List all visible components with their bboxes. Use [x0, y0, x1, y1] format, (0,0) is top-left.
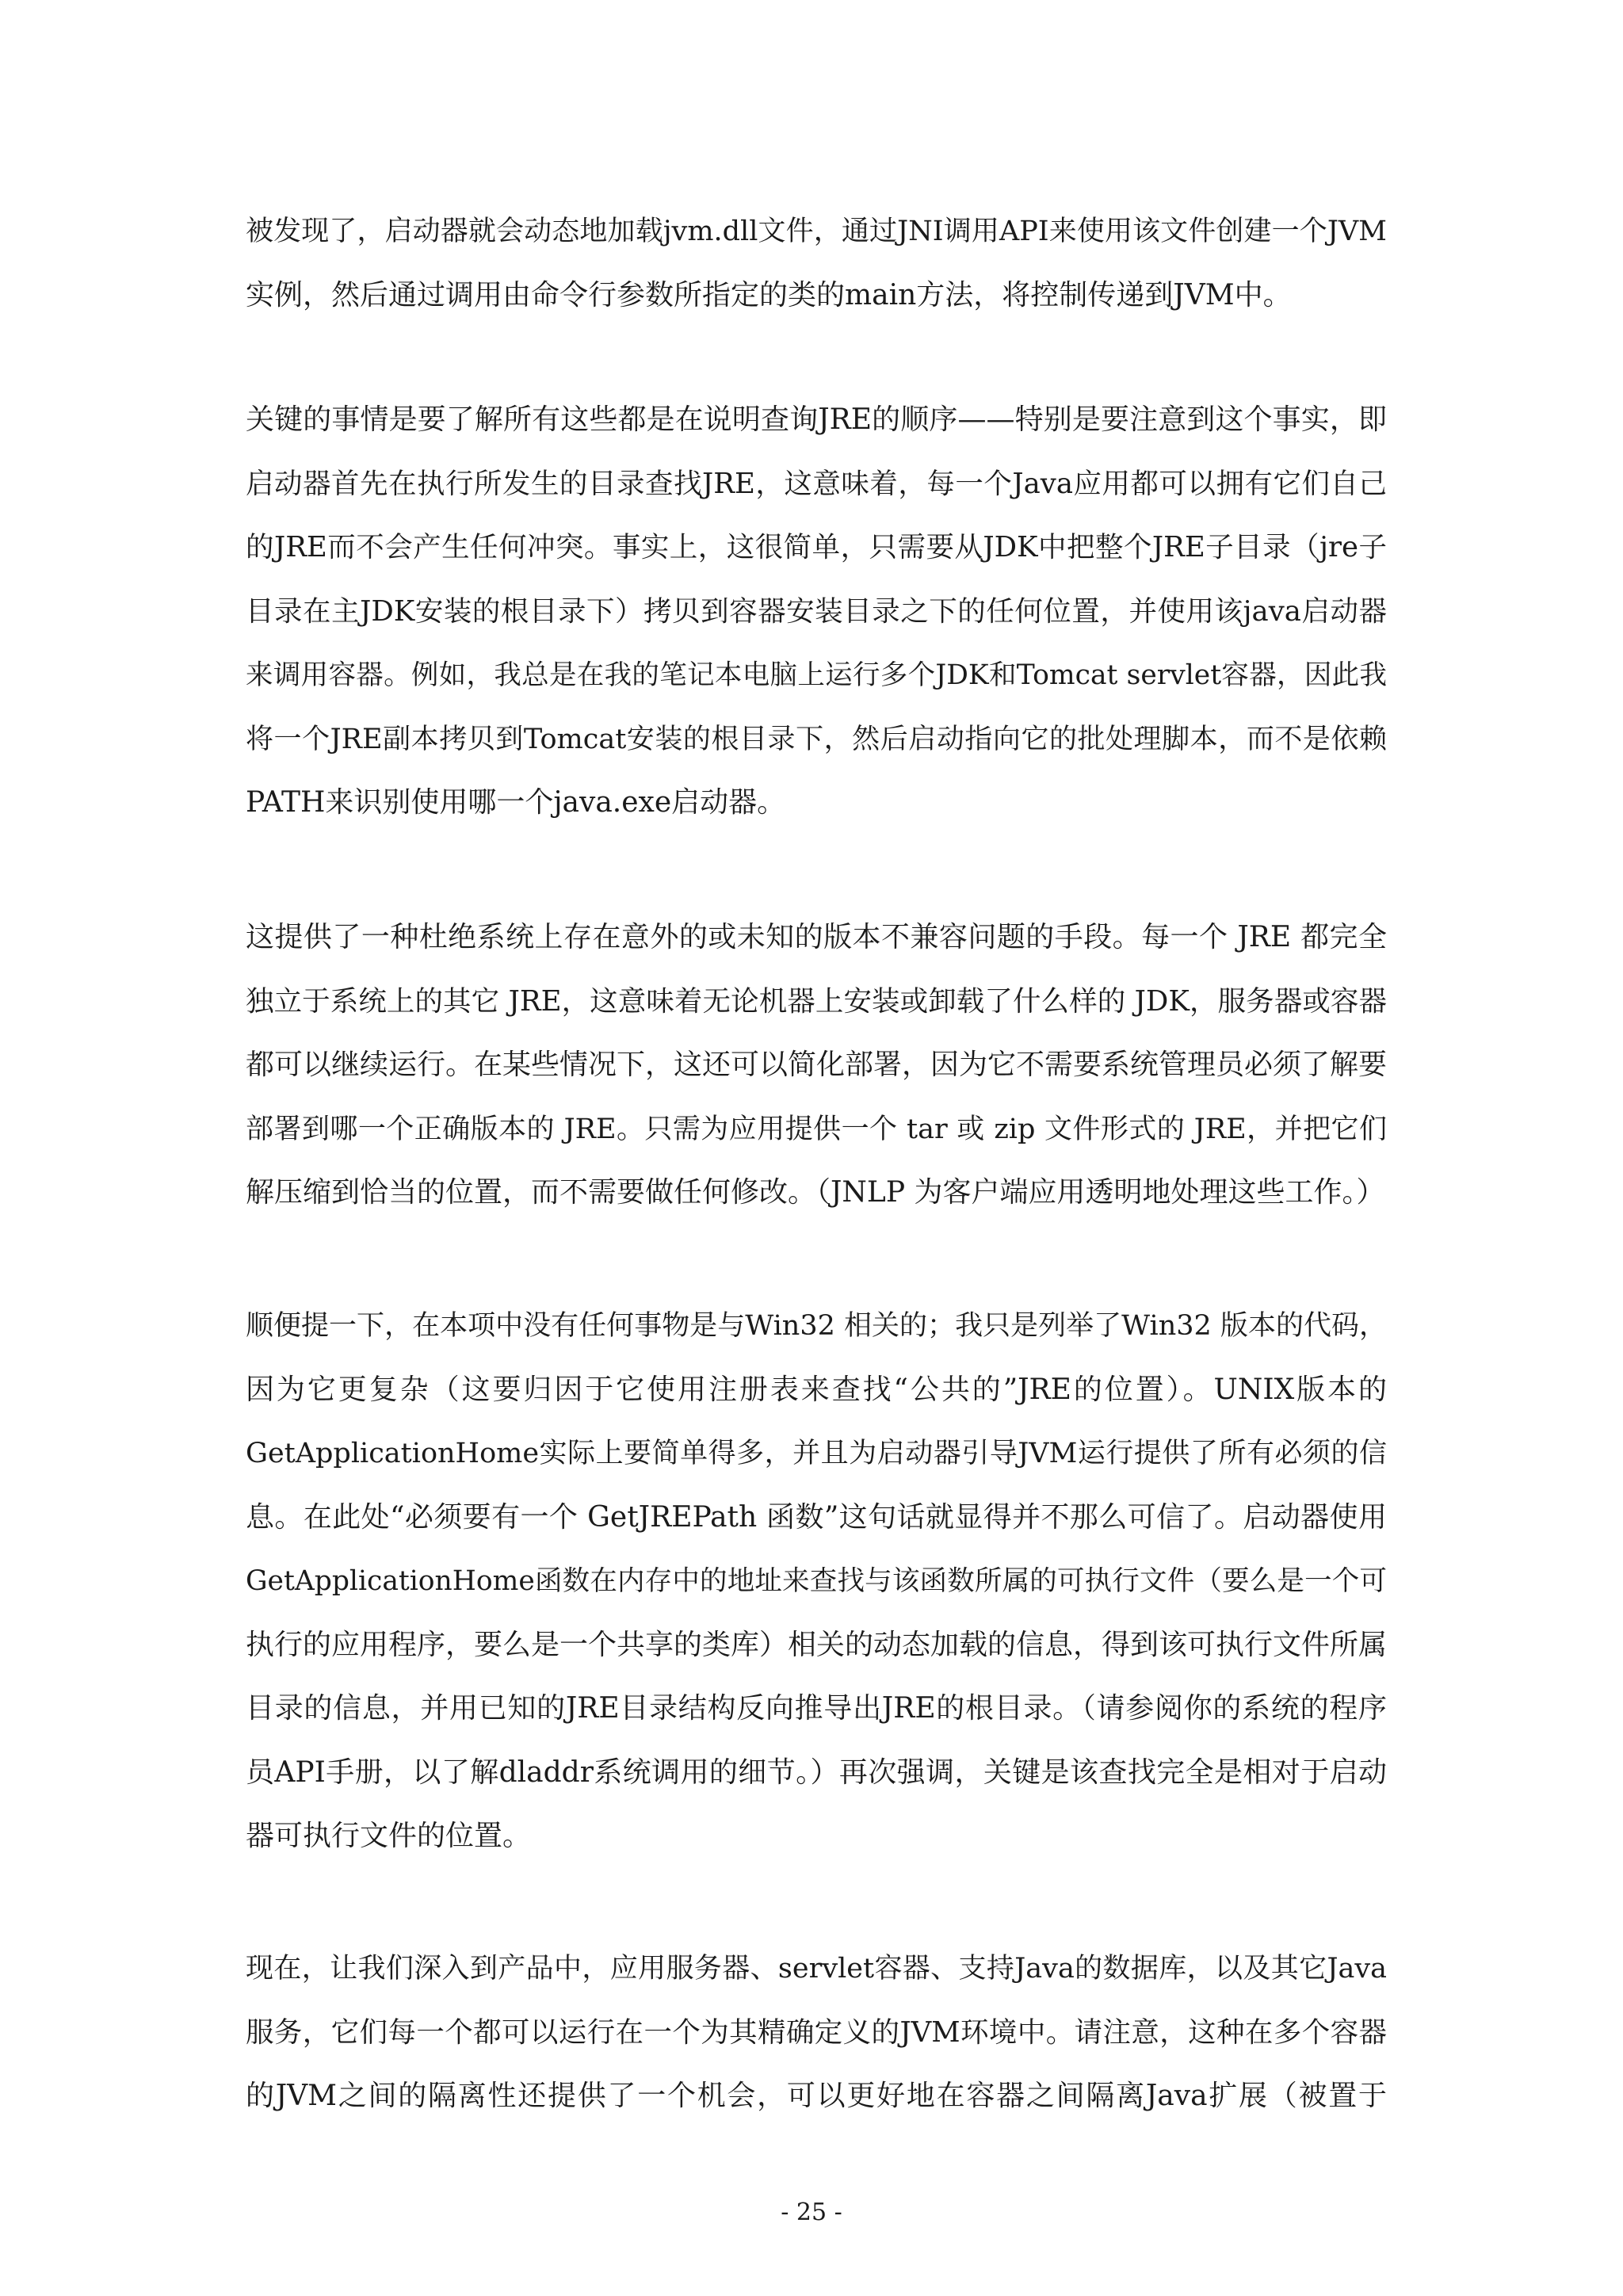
text-line: 实例，然后通过调用由命令行参数所指定的类的main方法，将控制传递到JVM中。	[246, 278, 1292, 311]
text-line: 都可以继续运行。在某些情况下，这还可以简化部署，因为它不需要系统管理员必须了解要	[246, 1049, 1388, 1081]
paragraph-1	[246, 200, 1387, 327]
text-line: 部署到哪一个正确版本的 JRE。只需为应用提供一个 tar 或 zip 文件形式的 JRE，并把它们	[246, 1113, 1387, 1145]
text-line: PATH来识别使用哪一个java.exe启动器。	[246, 786, 786, 819]
text-line: 的JRE而不会产生任何冲突。事实上，这很简单，只需要从JDK中把整个JRE子目录（jre子	[246, 531, 1387, 563]
text-line: 服务，它们每一个都可以运行在一个为其精确定义的JVM环境中。请注意，这种在多个容器	[246, 2015, 1387, 2049]
text-line: 的JVM之间的隔离性还提供了一个机会，可以更好地在容器之间隔离Java扩展（被置于	[246, 2080, 1387, 2112]
page-number: - 25 -	[781, 2199, 842, 2226]
text-line: GetApplicationHome函数在内存中的地址来查找与该函数所属的可执行文件（要么是一个可	[246, 1565, 1387, 1597]
paragraph-3	[246, 906, 1387, 1225]
text-line: 目录的信息，并用已知的JRE目录结构反向推导出JRE的根目录。（请参阅你的系统的程序	[246, 1692, 1387, 1725]
text-line: 息。在此处“必须要有一个 GetJREPath 函数”这句话就显得并不那么可信了。启动器使用	[246, 1500, 1387, 1534]
text-line: 目录在主JDK安装的根目录下）拷贝到容器安装目录之下的任何位置，并使用该java启动器	[246, 594, 1387, 628]
text-line: 来调用容器。例如，我总是在我的笔记本电脑上运行多个JDK和Tomcat servlet容器，因此我	[246, 659, 1387, 691]
text-line: 启动器首先在执行所发生的目录查找JRE，这意味着，每一个Java应用都可以拥有它们自己	[246, 467, 1387, 500]
text-line: 现在，让我们深入到产品中，应用服务器、servlet容器、支持Java的数据库，以及其它Java	[246, 1953, 1387, 1985]
paragraph-2	[246, 388, 1387, 835]
text-line: 器可执行文件的位置。	[246, 1820, 532, 1852]
text-line: 顺便提一下，在本项中没有任何事物是与Win32 相关的；我只是列举了Win32 版本的代码，	[246, 1310, 1387, 1342]
text-line: 因为它更复杂（这要归因于它使用注册表来查找“公共的”JRE的位置）。UNIX版本的	[246, 1373, 1387, 1406]
text-line: 员API手册，以了解dladdr系统调用的细节。）再次强调，关键是该查找完全是相对于启动	[246, 1755, 1387, 1789]
text-line: 执行的应用程序，要么是一个共享的类库）相关的动态加载的信息，得到该可执行文件所属	[246, 1628, 1388, 1661]
text-line: 独立于系统上的其它 JRE，这意味着无论机器上安装或卸载了什么样的 JDK，服务器或容器	[246, 984, 1387, 1018]
text-line: 解压缩到恰当的位置，而不需要做任何修改。（JNLP 为客户端应用透明地处理这些工作。）	[246, 1176, 1385, 1209]
text-line: GetApplicationHome实际上要简单得多，并且为启动器引导JVM运行提供了所有必须的信	[246, 1438, 1387, 1469]
text-line: 将一个JRE副本拷贝到Tomcat安装的根目录下，然后启动指向它的批处理脚本，而不是依赖	[246, 723, 1387, 755]
text-line: 被发现了，启动器就会动态地加载jvm.dll文件，通过JNI调用API来使用该文件创建一个JVM	[246, 216, 1387, 247]
text-line: 关键的事情是要了解所有这些都是在说明查询JRE的顺序——特别是要注意到这个事实，即	[246, 403, 1387, 436]
paragraph-4	[246, 1294, 1387, 1869]
paragraph-5	[246, 1937, 1387, 2129]
text-line: 这提供了一种杜绝系统上存在意外的或未知的版本不兼容问题的手段。每一个 JRE 都完全	[246, 921, 1387, 953]
